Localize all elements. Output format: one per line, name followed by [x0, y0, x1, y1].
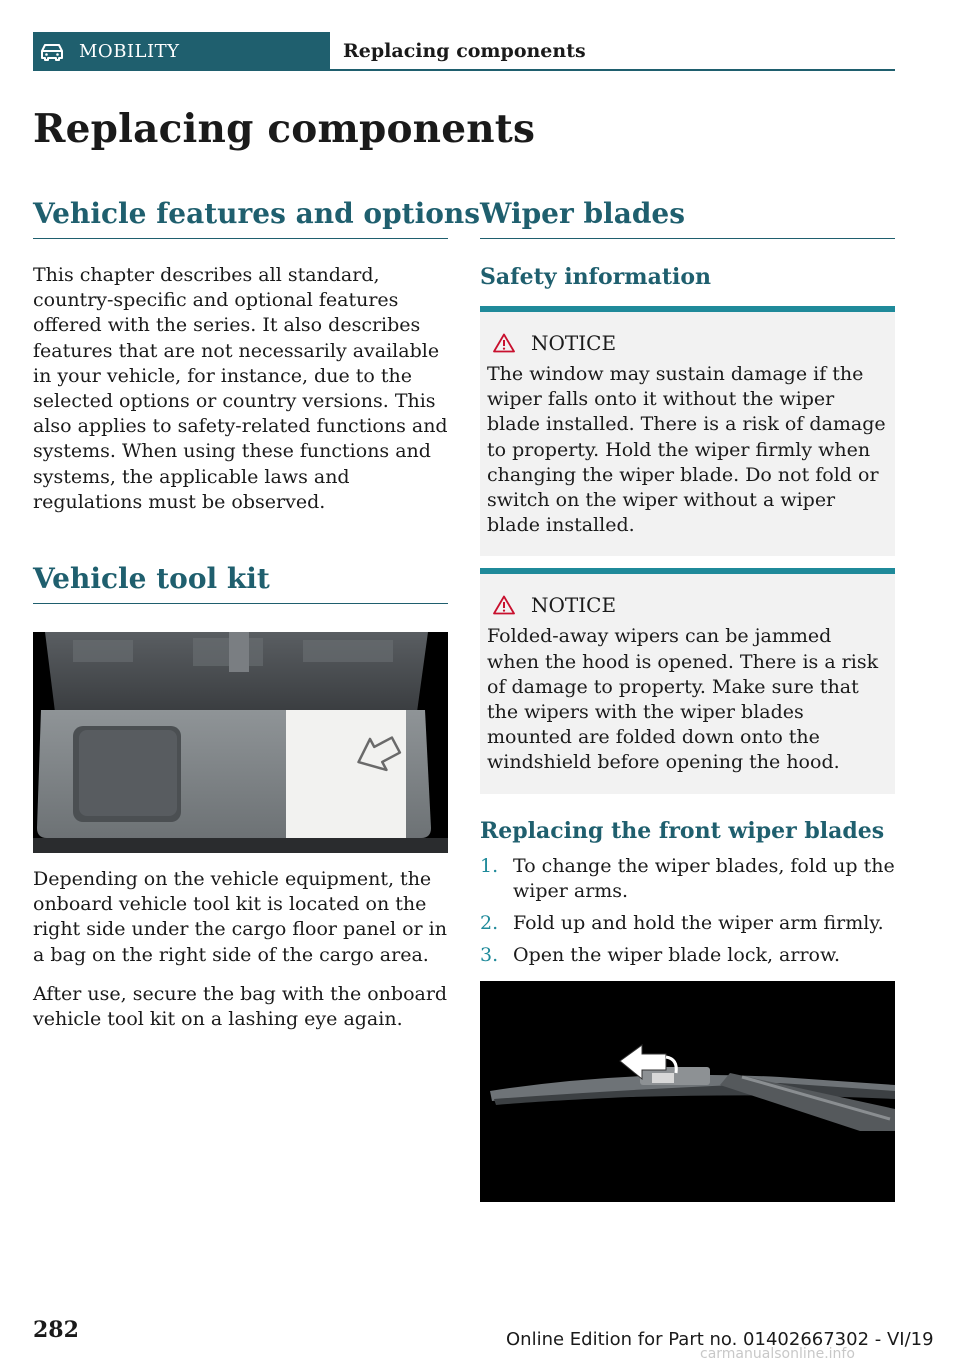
step-text: Fold up and hold the wiper arm firmly.: [513, 912, 884, 935]
list-item: [480, 943, 895, 968]
tool-kit-photo: [33, 632, 448, 853]
warning-icon: [493, 333, 515, 353]
notice-label: NOTICE: [531, 593, 617, 618]
notice-text: The window may sustain damage if the wiper falls onto it without the wiper blade installed. There is a risk of damage to property. Hold the wiper firmly when changing the wiper blade. Do not fold or switch on the wiper without a wiper blade installed.: [487, 363, 886, 537]
page-title: Replacing components: [33, 106, 536, 152]
step-text: To change the wiper blades, fold up the wiper arms.: [513, 854, 895, 902]
step-number: 1.: [480, 854, 499, 877]
notice-header: [487, 328, 887, 358]
right-column: [480, 190, 895, 1202]
step-number: 3.: [480, 944, 499, 967]
edition-note: Online Edition for Part no. 01402667302 - VI/19: [506, 1329, 934, 1350]
step-text: Open the wiper blade lock, arrow.: [513, 944, 841, 967]
section-tab[interactable]: [33, 32, 330, 71]
notice-label: NOTICE: [531, 331, 617, 355]
header-title: Replacing components: [343, 40, 586, 62]
step-number: 2.: [480, 912, 499, 935]
left-column: [33, 190, 481, 1032]
toolkit-paragraph-1: Depending on the vehicle equipment, the onboard vehicle tool kit is located on the right side under the cargo floor panel or in a bag on the right side of the cargo area.: [33, 868, 447, 966]
wiper-blade-illustration: [480, 981, 895, 1202]
tool-kit-illustration: [33, 632, 448, 853]
list-item: [480, 854, 895, 904]
watermark: carmanualsonline.info: [700, 1346, 855, 1362]
safety-heading: Safety information: [480, 264, 712, 290]
header-divider: [330, 69, 895, 71]
page-number: 282: [33, 1317, 79, 1343]
steps-list: [480, 854, 895, 969]
warning-icon: [493, 595, 515, 615]
notice-box: [480, 306, 895, 556]
toolkit-paragraph-2: After use, secure the bag with the onboard vehicle tool kit on a lashing eye again.: [33, 982, 448, 1031]
notice-header: [487, 590, 887, 620]
replace-heading: Replacing the front wiper blades: [480, 817, 885, 844]
car-icon: [39, 42, 65, 62]
section-label: MOBILITY: [79, 41, 180, 62]
page-header: [33, 32, 895, 71]
toolkit-heading: Vehicle tool kit: [33, 555, 448, 604]
notice-box: [480, 568, 895, 793]
wiper-blade-photo: [480, 981, 895, 1202]
notice-text: Folded-away wipers can be jammed when the hood is opened. There is a risk of damage to property. Make sure that the wipers with the wiper blades mounted are folded down onto the windshield before opening the hood.: [487, 625, 879, 774]
features-paragraph: This chapter describes all standard, country-specific and optional features offered with the series. It also describes features that are not necessarily available in your vehicle, for instance, due to the selected options or country versions. This also applies to safety-related functions and systems. When using these functions and systems, the applicable laws and regulations must be observed.: [33, 264, 448, 513]
wiper-heading: Wiper blades: [480, 190, 895, 239]
features-heading: Vehicle features and options: [33, 190, 448, 239]
list-item: [480, 911, 895, 936]
